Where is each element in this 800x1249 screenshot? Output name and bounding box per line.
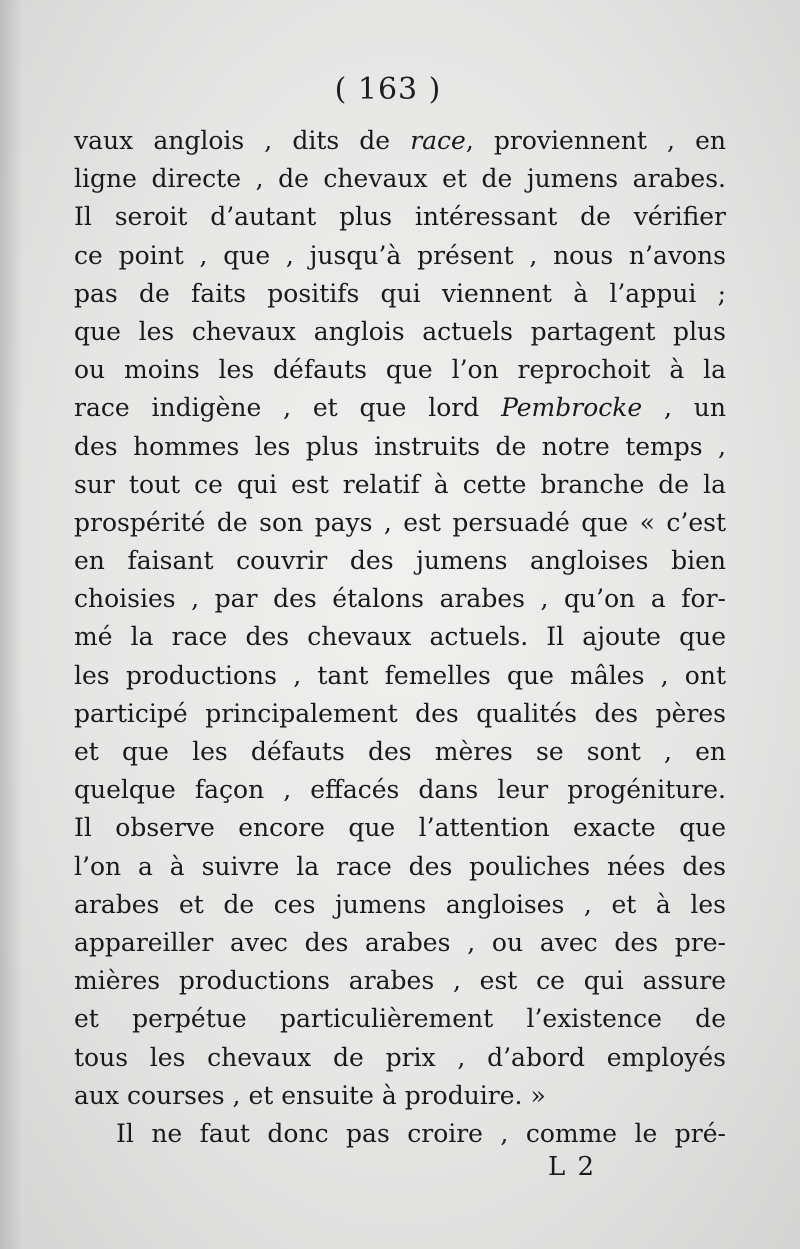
italic-word: race [410, 126, 466, 155]
text-line: pas de faits positifs qui viennent à l’appui ; [74, 278, 726, 308]
text-line: les productions , tant femelles que mâles , ont [74, 660, 726, 690]
text-line: vaux anglois , dits de race, proviennent , en [74, 126, 726, 155]
text-line: ce point , que , jusqu’à présent , nous n’avons [74, 240, 726, 270]
signature-mark: L 2 [548, 1152, 597, 1182]
text-line: race indigène , et que lord Pembrocke , un [74, 393, 727, 423]
text-line: ou moins les défauts que l’on reprochoit à la [74, 355, 726, 385]
text-line: ligne directe , de chevaux et de jumens arabes. [74, 164, 726, 194]
page-edge-shadow [0, 0, 22, 1249]
page-number: ( 163 ) [334, 72, 442, 107]
text-line: des hommes les plus instruits de notre temps , [74, 431, 726, 461]
text-line: aux courses , et ensuite à produire. » [74, 1080, 546, 1110]
text-line: Il ne faut donc pas croire , comme le pré- [116, 1118, 726, 1148]
text-line: choisies , par des étalons arabes , qu’on a for- [74, 584, 726, 614]
text-line: appareiller avec des arabes , ou avec des pre- [74, 927, 726, 957]
text-line: l’on a à suivre la race des pouliches nées des [74, 851, 726, 881]
text-line: et perpétue particulièrement l’existence de [74, 1004, 726, 1034]
text-line: en faisant couvrir des jumens angloises bien [74, 546, 726, 576]
text-line: tous les chevaux de prix , d’abord employés [74, 1042, 726, 1072]
text-line: participé principalement des qualités des pères [74, 698, 726, 728]
text-line: prospérité de son pays , est persuadé que « c’est [74, 507, 726, 537]
text-line: Il observe encore que l’attention exacte que [74, 813, 726, 843]
italic-word: Pembrocke [501, 393, 643, 423]
text-line: arabes et de ces jumens angloises , et à les [74, 889, 726, 919]
text-line: mé la race des chevaux actuels. Il ajoute que [74, 622, 726, 652]
body-text [74, 122, 726, 1153]
text-line: quelque façon , effacés dans leur progéniture. [74, 775, 726, 805]
text-line: que les chevaux anglois actuels partagent plus [74, 316, 726, 346]
text-line: et que les défauts des mères se sont , en [74, 737, 726, 766]
text-line: sur tout ce qui est relatif à cette branche de la [74, 469, 726, 499]
text-line: Il seroit d’autant plus intéressant de vérifier [74, 202, 726, 232]
text-line: mières productions arabes , est ce qui assure [74, 966, 726, 996]
